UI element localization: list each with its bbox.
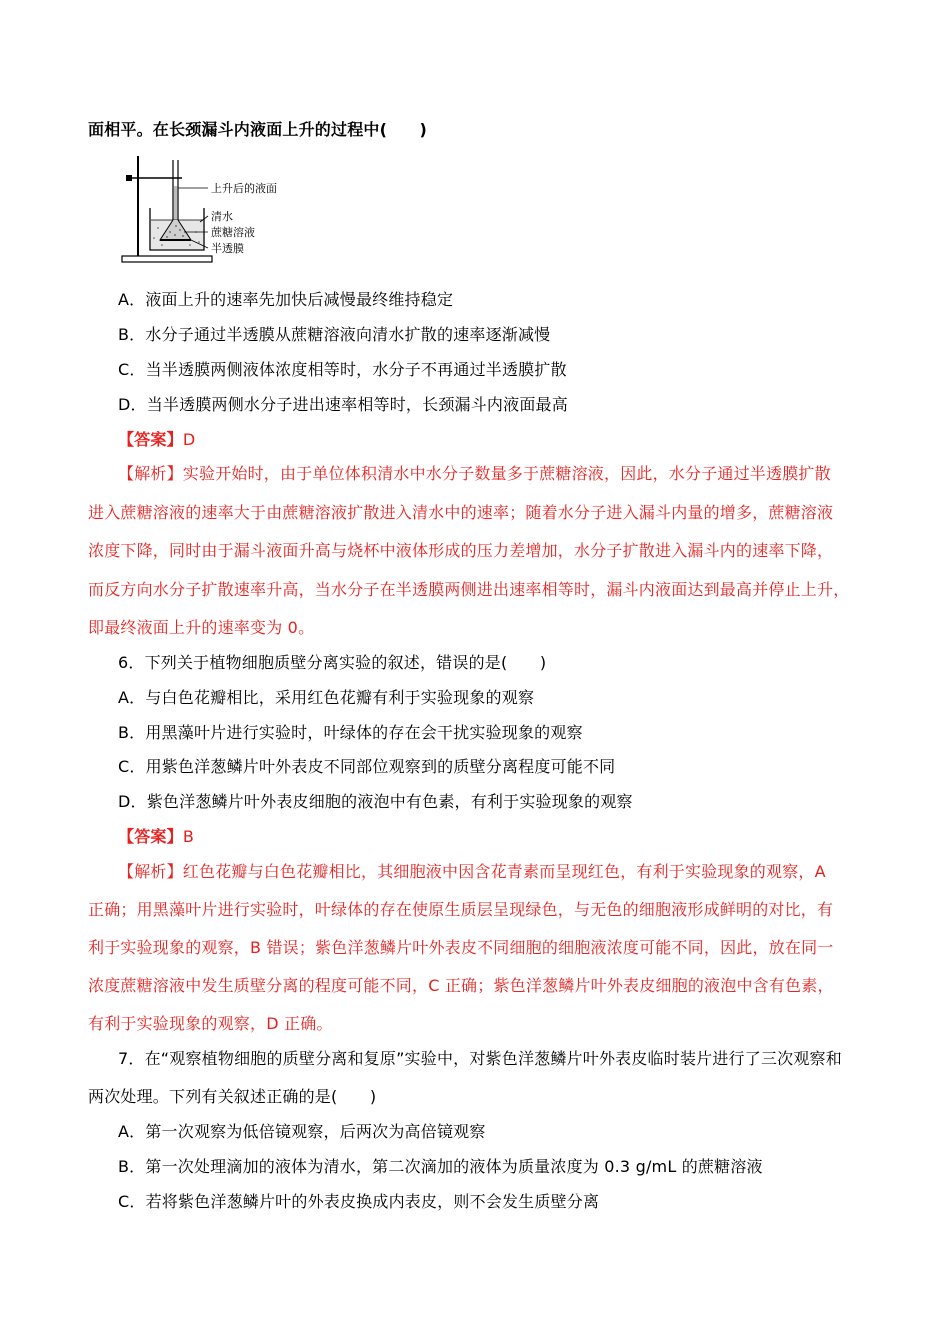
- q5-analysis-line-5: 即最终液面上升的速率变为 0。: [88, 618, 315, 637]
- label-membrane: 半透膜: [211, 242, 244, 255]
- q6-analysis-line-3: 利于实验现象的观察，B 错误；紫色洋葱鳞片叶外表皮不同细胞的细胞液浓度可能不同，因此，放在同一: [88, 938, 834, 957]
- q6-analysis-line-4: 浓度蔗糖溶液中发生质壁分离的程度可能不同，C 正确；紫色洋葱鳞片叶外表皮细胞的液泡中含有色素，: [88, 976, 834, 995]
- q6-option-b: B．用黑藻叶片进行实验时，叶绿体的存在会干扰实验现象的观察: [118, 723, 583, 742]
- q5-answer-label: 【答案】: [118, 430, 183, 449]
- q7-stem-line-1: 7．在“观察植物细胞的质壁分离和复原”实验中，对紫色洋葱鳞片叶外表皮临时装片进行了三次观察和: [118, 1049, 842, 1068]
- label-water: 清水: [211, 210, 233, 223]
- q5-analysis-line-3: 浓度下降，同时由于漏斗液面升高与烧杯中液体形成的压力差增加，水分子扩散进入漏斗内的速率下降，: [88, 541, 834, 560]
- q7-option-c: C．若将紫色洋葱鳞片叶的外表皮换成内表皮，则不会发生质壁分离: [118, 1192, 600, 1211]
- q5-answer: [118, 430, 195, 450]
- q5-analysis-line-2: 进入蔗糖溶液的速率大于由蔗糖溶液扩散进入清水中的速率；随着水分子进入漏斗内量的增多，蔗糖溶液: [88, 503, 834, 522]
- q6-analysis-line-2: 正确；用黑藻叶片进行实验时，叶绿体的存在使原生质层呈现绿色，与无色的细胞液形成鲜明的对比，有: [88, 900, 834, 919]
- q7-stem-line-2: 两次处理。下列有关叙述正确的是( ): [88, 1087, 377, 1106]
- q5-option-a: A．液面上升的速率先加快后减慢最终维持稳定: [118, 290, 454, 309]
- q5-option-b: B．水分子通过半透膜从蔗糖溶液向清水扩散的速率逐渐减慢: [118, 325, 551, 344]
- q6-answer-value: B: [182, 827, 194, 846]
- apparatus-diagram: [118, 150, 318, 268]
- q6-answer-label: 【答案】: [118, 827, 183, 846]
- label-sucrose: 蔗糖溶液: [211, 226, 255, 239]
- q6-stem: 6．下列关于植物细胞质壁分离实验的叙述，错误的是( ): [118, 653, 547, 672]
- q6-option-d: D．紫色洋葱鳞片叶外表皮细胞的液泡中有色素，有利于实验现象的观察: [118, 792, 633, 811]
- q5-analysis-line-4: 而反方向水分子扩散速率升高，当水分子在半透膜两侧进出速率相等时，漏斗内液面达到最高并停止上升，: [88, 580, 850, 599]
- q6-answer: [118, 827, 194, 847]
- q5-option-c: C．当半透膜两侧液体浓度相等时，水分子不再通过半透膜扩散: [118, 360, 567, 379]
- q6-option-c: C．用紫色洋葱鳞片叶外表皮不同部位观察到的质壁分离程度可能不同: [118, 757, 616, 776]
- clamp-knob: [126, 175, 132, 181]
- stand-base: [122, 256, 212, 262]
- osmosis-apparatus-figure: [118, 150, 318, 268]
- q7-option-b: B．第一次处理滴加的液体为清水，第二次滴加的液体为质量浓度为 0.3 g/mL 的蔗糖溶液: [118, 1157, 763, 1176]
- q5-answer-value: D: [182, 430, 196, 449]
- label-raised-liquid: 上升后的液面: [211, 182, 277, 195]
- q5-analysis-line-1: 【解析】实验开始时，由于单位体积清水中水分子数量多于蔗糖溶液，因此，水分子通过半透膜扩散: [118, 464, 831, 483]
- q6-analysis-line-1: 【解析】红色花瓣与白色花瓣相比，其细胞液中因含花青素而呈现红色，有利于实验现象的观察，A: [118, 862, 826, 881]
- q6-option-a: A．与白色花瓣相比，采用红色花瓣有利于实验现象的观察: [118, 688, 535, 707]
- q5-stem: 面相平。在长颈漏斗内液面上升的过程中( ): [88, 120, 428, 139]
- q5-option-d: D．当半透膜两侧水分子进出速率相等时，长颈漏斗内液面最高: [118, 395, 568, 414]
- q7-option-a: A．第一次观察为低倍镜观察，后两次为高倍镜观察: [118, 1122, 486, 1141]
- tube-liquid: [174, 186, 178, 220]
- q6-analysis-line-5: 有利于实验现象的观察，D 正确。: [88, 1014, 333, 1033]
